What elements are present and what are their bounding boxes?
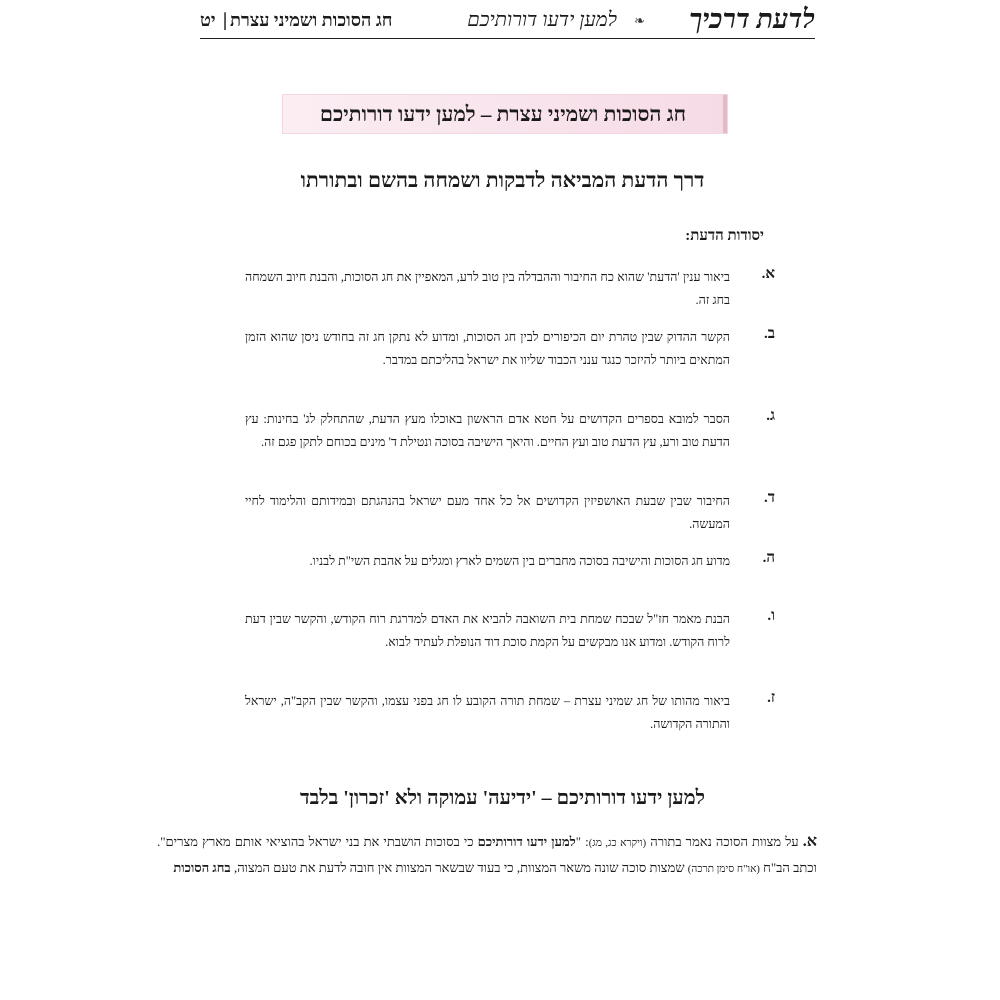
- header-brand: לדעת דרכיך: [689, 4, 815, 34]
- header-subtitle: למען ידעו דורותיכם: [467, 9, 617, 31]
- list-item: [245, 326, 775, 372]
- item-letter: ג.: [766, 408, 775, 424]
- list-item: [245, 608, 775, 654]
- item-letter: ה.: [762, 550, 775, 566]
- header-separator: |: [222, 10, 229, 31]
- item-text: ביאור ענין 'הדעת' שהוא כח החיבור וההבדלה בין טוב לרע, המאפיין את חג הסוכות, והבנת חיוב השמחה בחג זה.: [245, 270, 730, 307]
- running-header: [200, 4, 815, 40]
- item-letter: ו.: [767, 608, 775, 624]
- emphasis-text: למען ידעו דורותיכם: [477, 834, 576, 849]
- item-letter: ב.: [764, 326, 775, 342]
- item-text: החיבור שבין שבעת האושפיזין הקדושים אל כל אחד מעם ישראל בהנהגתם ובמידותם והלימוד לחיי המעשה.: [245, 494, 730, 531]
- paragraph-letter: א.: [802, 833, 818, 850]
- item-letter: א.: [761, 266, 775, 282]
- section-heading: למען ידעו דורותיכם – 'ידיעה' עמוקה ולא 'זכרון' בלבד: [300, 787, 705, 809]
- item-letter: ד.: [764, 490, 775, 506]
- page-number: יט: [200, 10, 216, 30]
- foundations-label: יסודות הדעת:: [685, 228, 764, 244]
- source-reference: (ויקרא כג, מג): [588, 838, 647, 849]
- chapter-subtitle: דרך הדעת המביאה לדבקות ושמחה בהשם ובתורתו: [300, 168, 705, 192]
- paragraph-text: כי בסוכות הושבתי את בני ישראל בהוציאי אותם מארץ מצרים". וכתב הב"ח: [157, 834, 817, 875]
- chapter-title: חג הסוכות ושמיני עצרת – למען ידעו דורותיכם: [283, 95, 727, 133]
- item-letter: ז.: [767, 690, 775, 706]
- paragraph-text: שמצות סוכה שונה משאר המצוות, כי בעוד שבשאר המצוות אין חובה לדעת את טעם המצוה,: [230, 860, 688, 875]
- header-rule: [200, 38, 815, 39]
- list-item: [245, 408, 775, 454]
- header-section: חג הסוכות ושמיני עצרת: [230, 10, 393, 30]
- emphasis-text: בחג הסוכות: [173, 860, 231, 875]
- paragraph-text: : ": [575, 834, 589, 849]
- list-item: [245, 266, 775, 312]
- item-text: הסבר למובא בספרים הקדושים על חטא אדם הראשון באוכלו מעץ הדעת, שהתחלק לג' בחינות: עץ הדעת טוב ורע, עץ הדעת טוב ועץ החיים. והיאך הישיבה בסוכה ונטילת ד' מינים בכוחם לתקן פגם זה.: [245, 412, 730, 449]
- list-item: [245, 690, 775, 736]
- paragraph-text: על מצוות הסוכה נאמר בתורה: [646, 834, 799, 849]
- item-text: ביאור מהותו של חג שמיני עצרת – שמחת תורה הקובע לו חג בפני עצמו, והקשר שבין הקב"ה, ישראל והתורה הקדושה.: [245, 694, 730, 731]
- body-paragraph: [157, 830, 817, 882]
- list-item: [245, 550, 775, 573]
- list-item: [245, 490, 775, 536]
- ornament-icon: ❧: [634, 14, 645, 29]
- item-text: הקשר ההדוק שבין טהרת יום הכיפורים לבין חג הסוכות, ומדוע לא נתקן חג זה בחודש ניסן שהוא הזמן המתאים ביותר להיזכר כנגד ענני הכבוד שליוו את ישראל בהליכתם במדבר.: [245, 330, 730, 367]
- item-text: מדוע חג הסוכות והישיבה בסוכה מחברים בין השמים לארץ ומגלים על אהבת השי"ת לבניו.: [309, 554, 730, 568]
- source-reference: (או"ח סימן תרכה): [687, 864, 760, 875]
- item-text: הבנת מאמר חז"ל שבכח שמחת בית השואבה להביא את האדם למדרגת רוח הקודש, והקשר שבין דעת לרוח הקודש. ומדוע אנו מבקשים על הקמת סוכת דוד הנופלת לעתיד לבוא.: [245, 612, 730, 649]
